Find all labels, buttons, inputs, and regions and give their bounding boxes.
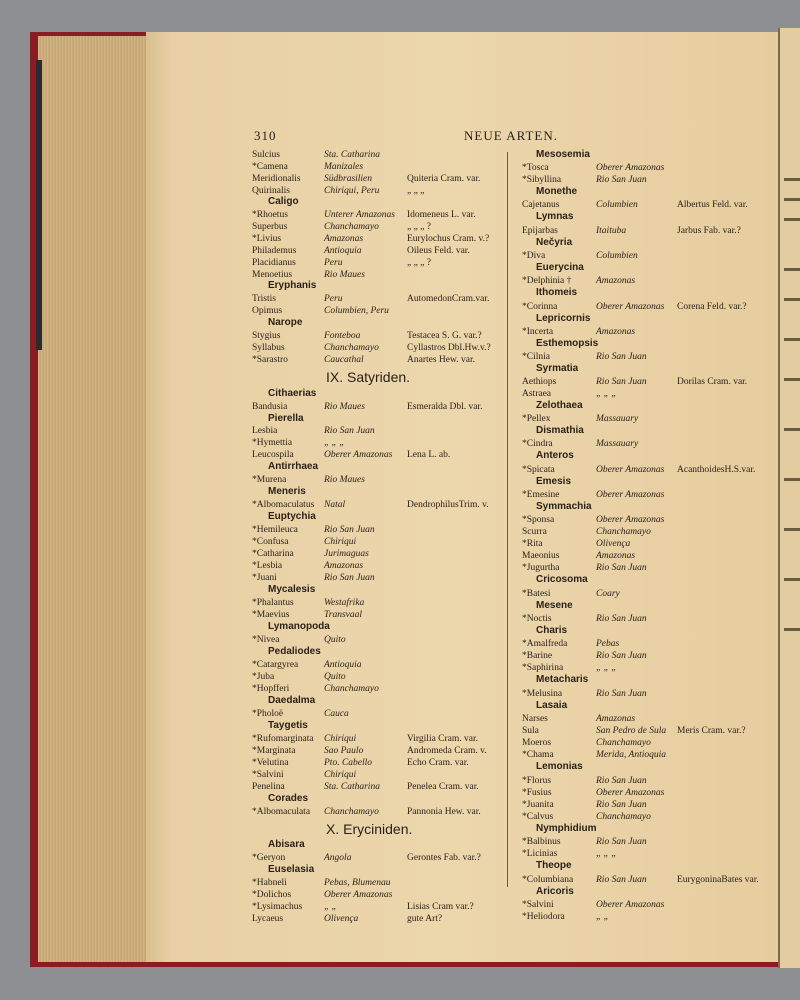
locality: Amazonas xyxy=(324,561,364,571)
locality: Sta. Catharina xyxy=(324,150,380,160)
species-name: *Barine xyxy=(522,651,553,661)
column-divider xyxy=(507,152,508,887)
species-name: Stygius xyxy=(252,331,281,341)
species-name: Placidianus xyxy=(252,258,296,268)
locality: Coary xyxy=(596,589,620,599)
genus-heading: Mycalesis xyxy=(268,584,316,595)
locality: Peru xyxy=(324,294,343,304)
locality: Chanchamayo xyxy=(324,222,379,232)
related-form-note: Quiteria Cram. var. xyxy=(407,174,481,184)
species-name: *Albomaculata xyxy=(252,807,311,817)
locality: Oberer Amazonas xyxy=(324,450,393,460)
species-name: *Geryon xyxy=(252,853,286,863)
species-name: *Lesbia xyxy=(252,561,283,571)
locality: Chiriqui xyxy=(324,734,357,744)
species-name: *Fusius xyxy=(522,788,552,798)
genus-heading: Mesene xyxy=(536,600,573,611)
related-form-note: AcanthoidesH.S.var. xyxy=(677,465,756,475)
related-form-note: Idomeneus L. var. xyxy=(407,210,476,220)
genus-heading: Lymanopoda xyxy=(268,621,330,632)
species-name: Moeros xyxy=(522,738,552,748)
species-name: *Catharina xyxy=(252,549,294,559)
locality: Quito xyxy=(324,672,346,682)
genus-heading: Symmachia xyxy=(536,501,592,512)
species-name: Epijarbas xyxy=(522,226,558,236)
page-edges xyxy=(38,36,146,962)
related-form-note: Esmeralda Dbl. var. xyxy=(407,402,483,412)
locality: Südbrasilien xyxy=(324,174,373,184)
locality: Rio San Juan xyxy=(596,175,647,185)
locality: Pebas xyxy=(596,639,620,649)
species-name: *Hemileuca xyxy=(252,525,298,535)
species-name: *Cindra xyxy=(522,439,553,449)
related-form-note: Cyllastros Dbl.Hw.v.? xyxy=(407,343,491,353)
genus-heading: Esthemopsis xyxy=(536,338,599,349)
genus-heading: Monethe xyxy=(536,186,578,197)
species-name: *Pholoë xyxy=(252,709,284,719)
genus-heading: Metacharis xyxy=(536,674,589,685)
species-name: *Rhoetus xyxy=(252,210,288,220)
locality: Rio San Juan xyxy=(596,614,647,624)
locality: Westafrika xyxy=(324,598,365,608)
species-name: Menoetius xyxy=(252,270,293,280)
species-name: *Catargyrea xyxy=(252,660,299,670)
genus-heading: Lepricornis xyxy=(536,313,591,324)
species-name: Philademus xyxy=(252,246,297,256)
genus-heading: Meneris xyxy=(268,486,306,497)
locality: Oberer Amazonas xyxy=(596,900,665,910)
locality: Olivença xyxy=(596,539,631,549)
genus-heading: Daedalma xyxy=(268,695,316,706)
species-name: *Tosca xyxy=(522,163,549,173)
genus-heading: Euerycina xyxy=(536,262,584,273)
species-name: Narses xyxy=(522,714,548,724)
species-name: *Hymettia xyxy=(252,438,293,448)
genus-heading: Theope xyxy=(536,860,572,871)
related-form-note: Albertus Feld. var. xyxy=(677,200,748,210)
locality: Chiriqui, Peru xyxy=(324,186,380,196)
locality: Transvaal xyxy=(324,610,363,620)
related-form-note: EurygoninaBates var. xyxy=(677,875,759,885)
locality: Sta. Catharina xyxy=(324,782,380,792)
species-name: *Murena xyxy=(252,475,287,485)
species-name: *Lysimachus xyxy=(252,902,303,912)
genus-heading: Charis xyxy=(536,625,568,636)
genus-heading: Antirrhaea xyxy=(268,461,319,472)
locality: Rio San Juan xyxy=(324,573,375,583)
genus-heading: Ithomeis xyxy=(536,287,578,298)
species-name: *Livius xyxy=(252,234,282,244)
species-name: *Juba xyxy=(252,672,275,682)
species-name: *Emesine xyxy=(522,490,560,500)
species-name: Quirinalis xyxy=(252,186,290,196)
locality: Columbien xyxy=(596,251,638,261)
locality: Oberer Amazonas xyxy=(596,302,665,312)
species-name: *Juanita xyxy=(522,800,554,810)
species-name: *Nivea xyxy=(252,635,280,645)
species-name: *Batesi xyxy=(522,589,551,599)
locality: Sao Paulo xyxy=(324,746,364,756)
related-form-note: Lena L. ab. xyxy=(407,450,451,460)
related-form-note: Anartes Hew. var. xyxy=(407,355,475,365)
locality: Rio San Juan xyxy=(596,837,647,847)
species-name: Sula xyxy=(522,726,539,736)
species-name: *Confusa xyxy=(252,537,289,547)
locality: „ „ xyxy=(324,902,337,912)
next-page-edge xyxy=(778,28,800,968)
species-name: Scurra xyxy=(522,527,547,537)
locality: Chanchamayo xyxy=(596,738,651,748)
species-name: *Maevius xyxy=(252,610,290,620)
species-name: Astraea xyxy=(522,389,552,399)
species-name: *Albomaculatus xyxy=(252,500,315,510)
locality: „ „ „ xyxy=(596,663,617,673)
locality: Amazonas xyxy=(596,714,636,724)
related-form-note: Jarbus Fab. var.? xyxy=(677,226,741,236)
spine-strip xyxy=(36,60,42,350)
locality: Merida, Antioquia xyxy=(596,750,667,760)
related-form-note: „ „ „ xyxy=(407,186,425,196)
species-name: Lycaeus xyxy=(252,914,284,924)
species-name: Sulcius xyxy=(252,150,280,160)
related-form-note: Eurylochus Cram. v.? xyxy=(407,234,490,244)
locality: Chanchamayo xyxy=(324,807,379,817)
related-form-note: Penelea Cram. var. xyxy=(407,782,479,792)
locality: Rio San Juan xyxy=(596,800,647,810)
related-form-note: Corena Feld. var.? xyxy=(677,302,747,312)
locality: Quito xyxy=(324,635,346,645)
species-name: *Delphinia † xyxy=(522,276,572,286)
species-name: *Corinna xyxy=(522,302,558,312)
species-name: *Rita xyxy=(522,539,543,549)
locality: Fonteboa xyxy=(324,331,361,341)
species-name: Penelina xyxy=(252,782,285,792)
species-name: *Incerta xyxy=(522,327,554,337)
locality: Oberer Amazonas xyxy=(324,890,393,900)
family-heading: X. Eryciniden. xyxy=(326,821,413,837)
species-name: *Dolichos xyxy=(252,890,292,900)
locality: Oberer Amazonas xyxy=(596,490,665,500)
locality: Rio San Juan xyxy=(596,377,647,387)
genus-heading: Eryphanis xyxy=(268,280,317,291)
genus-heading: Emesis xyxy=(536,476,572,487)
related-form-note: Echo Cram. var. xyxy=(407,758,469,768)
locality: Massauary xyxy=(596,439,639,449)
related-form-note: Oileus Feld. var. xyxy=(407,246,470,256)
species-name: *Amalfreda xyxy=(522,639,568,649)
genus-heading: Caligo xyxy=(268,196,299,207)
species-name: *Melusina xyxy=(522,689,563,699)
locality: Columbien, Peru xyxy=(324,306,389,316)
species-name: Bandusia xyxy=(252,402,288,412)
locality: Olivença xyxy=(324,914,359,924)
species-name: *Chama xyxy=(522,750,554,760)
species-name: *Columbiana xyxy=(522,875,574,885)
locality: Rio Maues xyxy=(324,402,365,412)
species-name: Lesbia xyxy=(252,426,278,436)
species-name: Maeonius xyxy=(522,551,560,561)
species-name: Syllabus xyxy=(252,343,285,353)
locality: Manizales xyxy=(324,162,364,172)
locality: Rio San Juan xyxy=(596,875,647,885)
locality: Itaituba xyxy=(596,226,627,236)
species-name: *Sponsa xyxy=(522,515,555,525)
species-name: Opimus xyxy=(252,306,283,316)
species-name: *Jugurtha xyxy=(522,563,560,573)
locality: Oberer Amazonas xyxy=(596,465,665,475)
related-form-note: Testacea S. G. var.? xyxy=(407,331,482,341)
species-name: Aethiops xyxy=(522,377,557,387)
locality: San Pedro de Sula xyxy=(596,726,667,736)
locality: Unterer Amazonas xyxy=(324,210,395,220)
locality: Antioquia xyxy=(324,246,362,256)
species-name: Cajetanus xyxy=(522,200,560,210)
page-number: 310 xyxy=(254,128,277,143)
related-form-note: Pannonia Hew. var. xyxy=(407,807,481,817)
locality: Angola xyxy=(324,853,352,863)
related-form-note: Virgilia Cram. var. xyxy=(407,734,479,744)
genus-heading: Pedaliodes xyxy=(268,646,321,657)
locality: Pto. Cabello xyxy=(324,758,373,768)
locality: Oberer Amazonas xyxy=(596,515,665,525)
species-name: *Hopfferi xyxy=(252,684,290,694)
species-name: *Licinias xyxy=(522,849,558,859)
genus-heading: Syrmatia xyxy=(536,363,579,374)
locality: Peru xyxy=(324,258,343,268)
locality: „ „ xyxy=(596,912,609,922)
locality: „ „ „ xyxy=(324,438,345,448)
family-heading: IX. Satyriden. xyxy=(326,369,411,385)
species-name: *Noctis xyxy=(522,614,552,624)
species-name: Leucospila xyxy=(252,450,294,460)
genus-heading: Corades xyxy=(268,793,309,804)
locality: Chanchamayo xyxy=(596,812,651,822)
genus-heading: Lasaia xyxy=(536,700,568,711)
genus-heading: Euptychia xyxy=(268,511,316,522)
genus-heading: Zelothaea xyxy=(536,400,583,411)
locality: Jurimaguas xyxy=(324,549,369,559)
related-form-note: Gerontes Fab. var.? xyxy=(407,853,481,863)
species-name: *Spicata xyxy=(522,465,555,475)
related-form-note: Andromeda Cram. v. xyxy=(407,746,487,756)
locality: Rio San Juan xyxy=(596,563,647,573)
genus-heading: Nečyria xyxy=(536,237,573,248)
locality: Rio San Juan xyxy=(596,689,647,699)
species-name: *Saphirina xyxy=(522,663,564,673)
related-form-note: Lisias Cram var.? xyxy=(407,902,474,912)
genus-heading: Aricoris xyxy=(536,886,574,897)
genus-heading: Anteros xyxy=(536,450,574,461)
species-name: *Phalantus xyxy=(252,598,294,608)
related-form-note: gute Art? xyxy=(407,914,443,924)
locality: Oberer Amazonas xyxy=(596,163,665,173)
locality: Chiriqui xyxy=(324,770,357,780)
species-name: *Florus xyxy=(522,776,552,786)
locality: Amazonas xyxy=(596,276,636,286)
book-page xyxy=(146,32,778,962)
locality: Rio San Juan xyxy=(596,651,647,661)
species-name: *Salvini xyxy=(522,900,554,910)
locality: Amazonas xyxy=(596,551,636,561)
genus-heading: Pierella xyxy=(268,413,304,424)
genus-heading: Cithaerias xyxy=(268,388,317,399)
genus-heading: Nymphidium xyxy=(536,823,597,834)
species-name: *Camena xyxy=(252,162,288,172)
locality: Chanchamayo xyxy=(596,527,651,537)
locality: Rio Maues xyxy=(324,270,365,280)
genus-heading: Taygetis xyxy=(268,720,308,731)
genus-heading: Euselasia xyxy=(268,864,315,875)
locality: Oberer Amazonas xyxy=(596,788,665,798)
locality: Antioquia xyxy=(324,660,362,670)
species-name: *Heliodora xyxy=(522,912,565,922)
genus-heading: Abisara xyxy=(268,839,305,850)
locality: Rio San Juan xyxy=(596,352,647,362)
locality: Amazonas xyxy=(596,327,636,337)
related-form-note: Dorilas Cram. var. xyxy=(677,377,748,387)
species-name: *Calvus xyxy=(522,812,554,822)
locality: Chanchamayo xyxy=(324,343,379,353)
locality: Rio San Juan xyxy=(324,525,375,535)
species-name: *Marginata xyxy=(252,746,296,756)
species-name: *Juani xyxy=(252,573,277,583)
genus-heading: Mesosemia xyxy=(536,149,590,160)
locality: Natal xyxy=(324,500,346,510)
species-name: *Sibyllina xyxy=(522,175,562,185)
species-name: *Habneli xyxy=(252,878,287,888)
species-name: *Balbinus xyxy=(522,837,561,847)
genus-heading: Lymnas xyxy=(536,211,574,222)
locality: Chiriqui xyxy=(324,537,357,547)
species-name: *Sarastro xyxy=(252,355,288,365)
locality: Amazonas xyxy=(324,234,364,244)
related-form-note: Meris Cram. var.? xyxy=(677,726,746,736)
genus-heading: Dismathia xyxy=(536,425,584,436)
species-name: *Pellex xyxy=(522,414,551,424)
locality: Caucathal xyxy=(324,355,364,365)
species-name: *Cilnia xyxy=(522,352,550,362)
locality: „ „ „ xyxy=(596,849,617,859)
running-header: NEUE ARTEN. xyxy=(464,128,558,143)
locality: Chanchamayo xyxy=(324,684,379,694)
genus-heading: Cricosoma xyxy=(536,574,588,585)
locality: Rio San Juan xyxy=(596,776,647,786)
locality: Rio San Juan xyxy=(324,426,375,436)
genus-heading: Lemonias xyxy=(536,761,583,772)
related-form-note: „ „ „ ? xyxy=(407,222,431,232)
locality: Columbien xyxy=(596,200,638,210)
locality: Massauary xyxy=(596,414,639,424)
locality: „ „ „ xyxy=(596,389,617,399)
locality: Cauca xyxy=(324,709,349,719)
species-name: Tristis xyxy=(252,294,276,304)
related-form-note: AutomedonCram.var. xyxy=(407,294,490,304)
related-form-note: DendrophilusTrim. v. xyxy=(407,500,489,510)
species-name: *Salvini xyxy=(252,770,284,780)
locality: Pebas, Blumenau xyxy=(324,878,391,888)
genus-heading: Narope xyxy=(268,317,303,328)
species-name: *Rufomarginata xyxy=(252,734,314,744)
species-name: Meridionalis xyxy=(252,174,301,184)
species-name: *Velutina xyxy=(252,758,289,768)
species-name: Superbus xyxy=(252,222,288,232)
species-name: *Diva xyxy=(522,251,546,261)
locality: Rio Maues xyxy=(324,475,365,485)
related-form-note: „ „ „ ? xyxy=(407,258,431,268)
